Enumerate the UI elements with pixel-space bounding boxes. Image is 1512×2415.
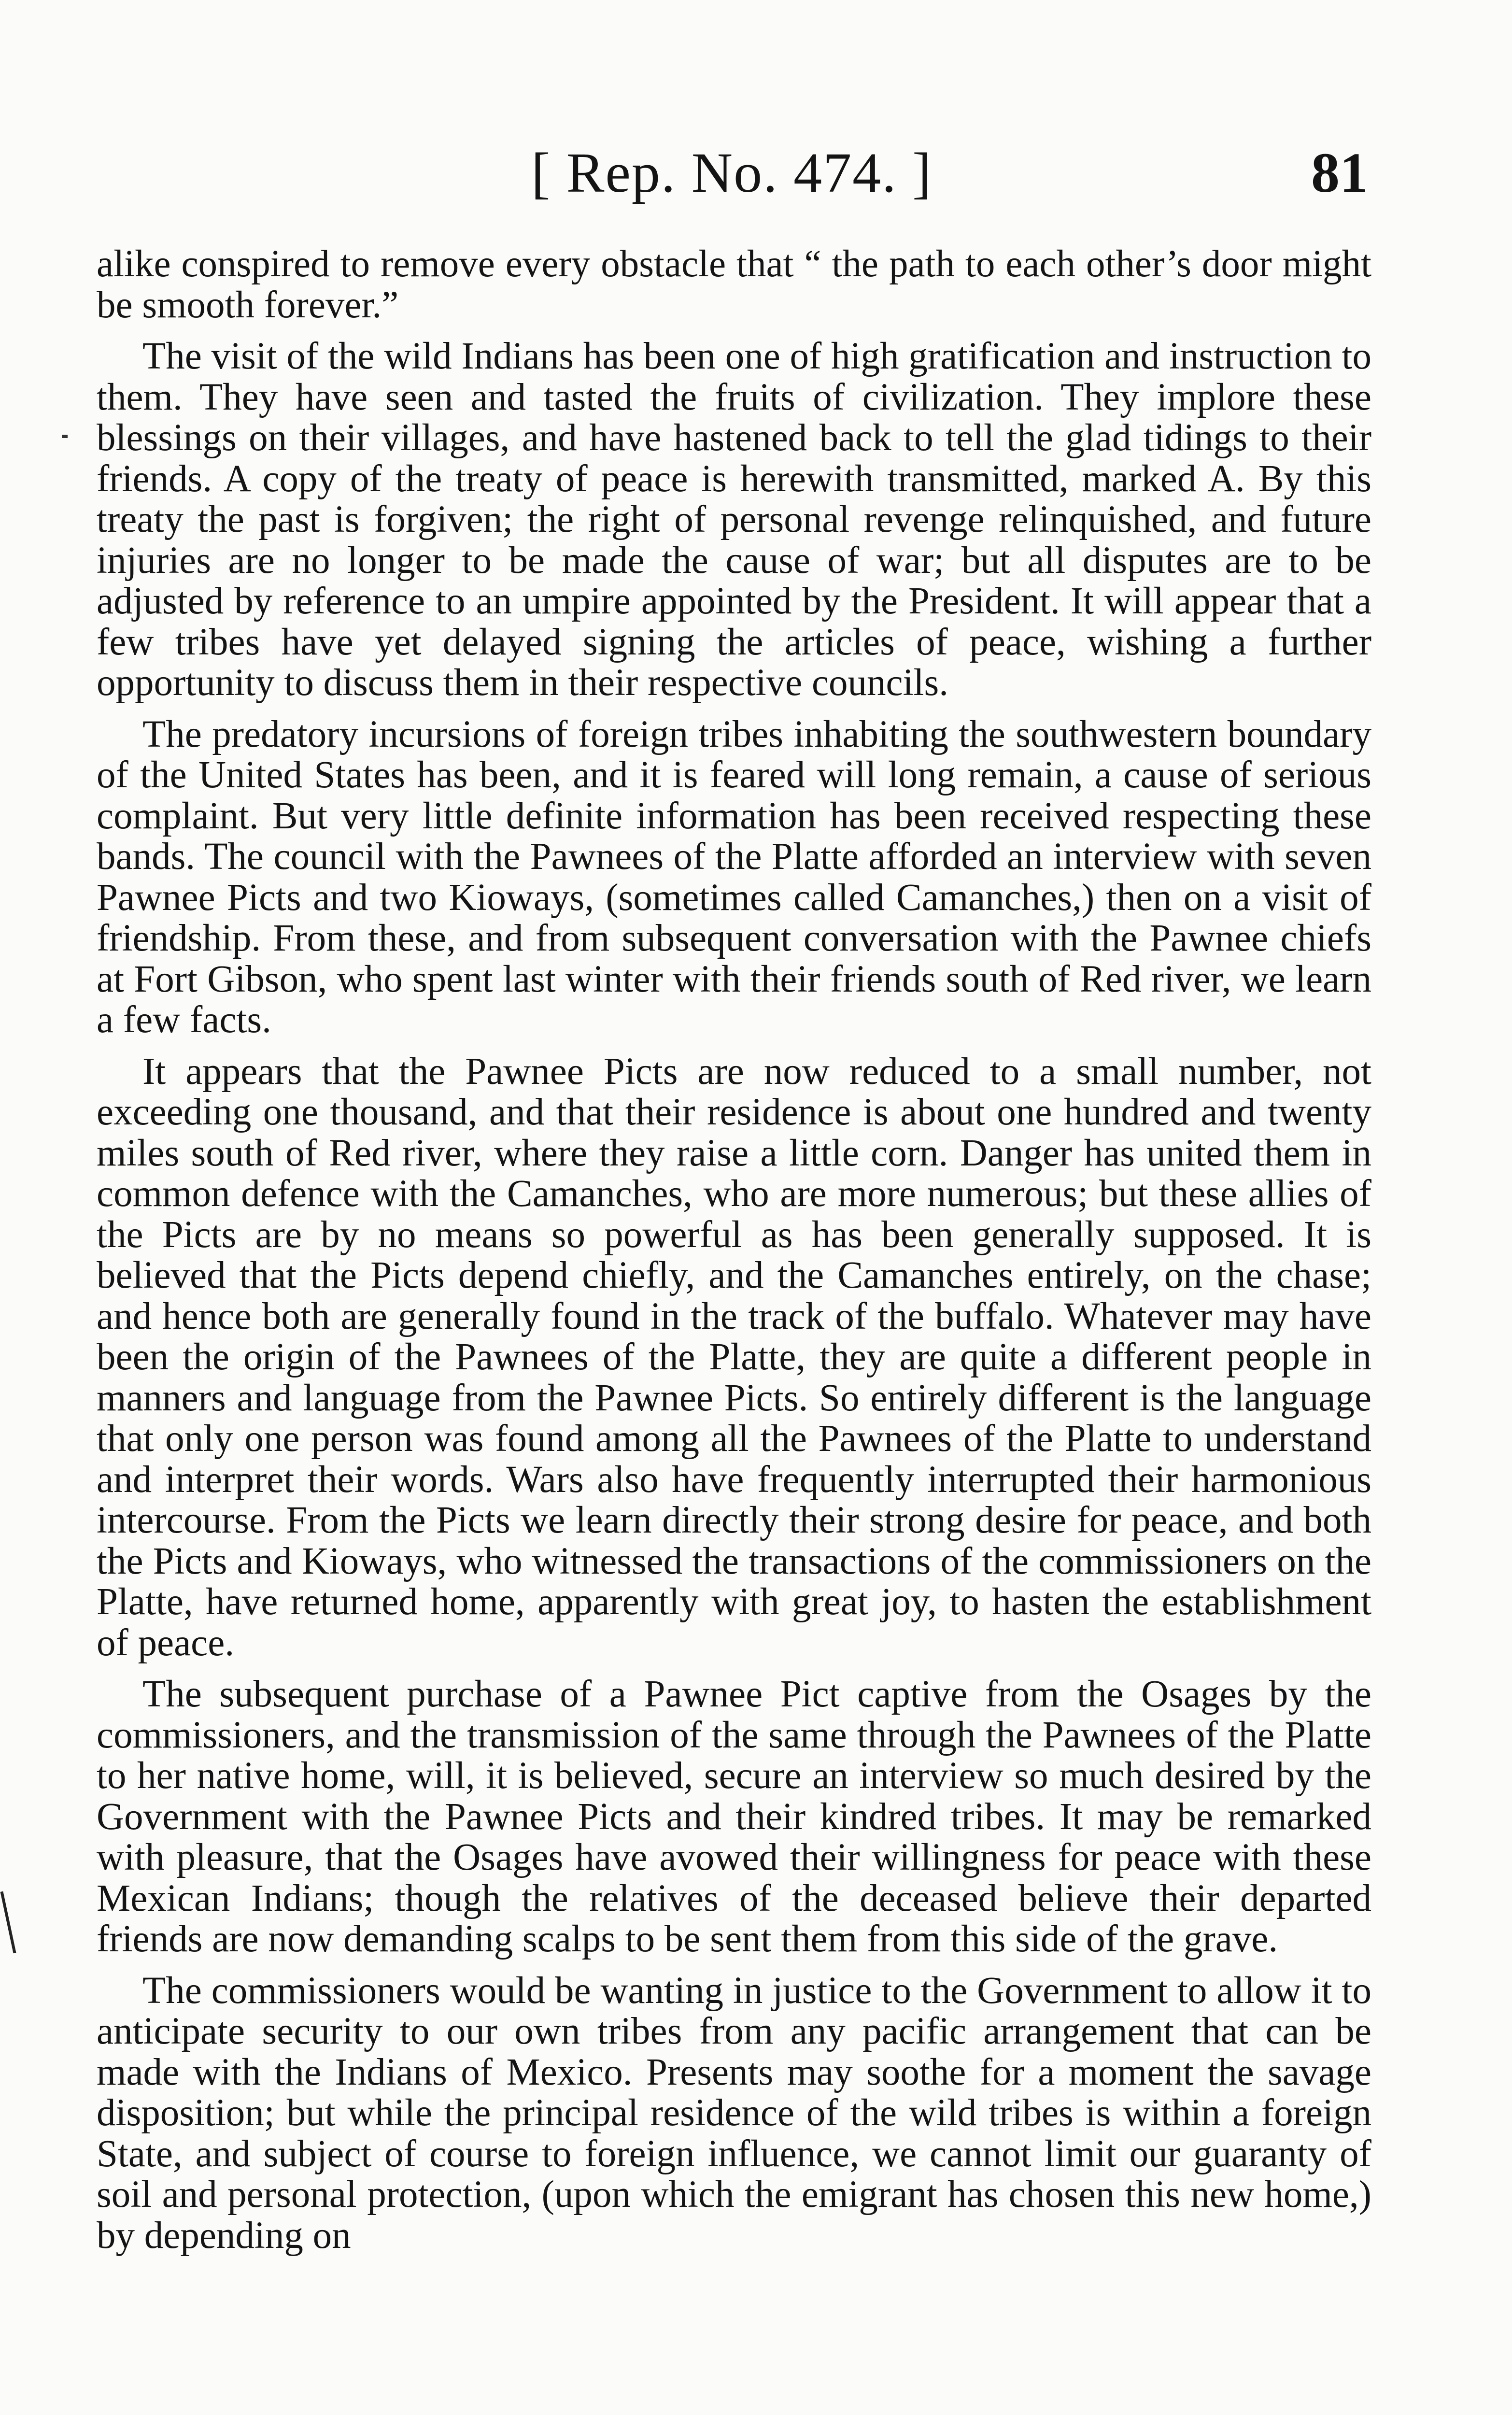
margin-speck: [62, 435, 68, 438]
page-number: 81: [1311, 141, 1368, 204]
paragraph-commissioners-justice: The commissioners would be wanting in justice to the Government to allow it to anticipate security to our own tribes from any pacific arrangement that can be made with the Indians of Mexico. Presents may soothe for a moment the savage disposition; but while the principal residence of the wild tribes is within a foreign State, and subject of course to foreign influence, we cannot limit our guaranty of soil and personal protection, (upon which the emigrant has chosen this new home,) by depending on: [97, 1969, 1371, 2257]
paragraph-captive-purchase: The subsequent purchase of a Pawnee Pict captive from the Osages by the commissioners, and the transmission of the same through the Pawnees of the Platte to her native home, will, it is believed, secure an interview so much desired by the Government with the Pawnee Picts and their kindred tribes. It may be remarked with pleasure, that the Osages have avowed their willingness for peace with these Mexican Indians; though the relatives of the deceased believe their departed friends are now demanding scalps to be sent them from this side of the grave.: [97, 1673, 1371, 1960]
margin-mark: [0, 1891, 16, 1953]
body-text: [97, 244, 1371, 2267]
paragraph-pawnee-picts: It appears that the Pawnee Picts are now reduced to a small number, not exceeding one thousand, and that their residence is about one hundred and twenty miles south of Red river, where they raise a little corn. Danger has united them in common defence with the Camanches, who are more numerous; but these allies of the Picts are by no means so powerful as has been generally supposed. It is believed that the Picts depend chiefly, and the Camanches entirely, on the chase; and hence both are generally found in the track of the buffalo. Whatever may have been the origin of the Pawnees of the Platte, they are quite a different people in manners and language from the Pawnee Picts. So entirely different is the language that only one person was found among all the Pawnees of the Platte to understand and interpret their words. Wars also have frequently interrupted their harmonious intercourse. From the Picts we learn directly their strong desire for peace, and both the Picts and Kioways, who witnessed the transactions of the commissioners on the Platte, have returned home, apparently with great joy, to hasten the establishment of peace.: [97, 1050, 1371, 1664]
paragraph-predatory-incursions: The predatory incursions of foreign tribes inhabiting the southwestern boundary of the United States has been, and it is feared will long remain, a cause of serious complaint. But very little definite information has been received respecting these bands. The council with the Pawnees of the Platte afforded an interview with seven Pawnee Picts and two Kioways, (sometimes called Camanches,) then on a visit of friendship. From these, and from subsequent conversation with the Pawnee chiefs at Fort Gibson, who spent last winter with their friends south of Red river, we learn a few facts.: [97, 713, 1371, 1041]
report-number-header: [ Rep. No. 474. ]: [531, 141, 933, 204]
paragraph-continued: alike conspired to remove every obstacle that “ the path to each other’s door might be smooth forever.”: [97, 243, 1371, 326]
paragraph-wild-indians-visit: The visit of the wild Indians has been one of high gratification and instruction to them. They have seen and tasted the fruits of civilization. They implore these blessings on their villages, and have hastened back to tell the glad tidings to their friends. A copy of the treaty of peace is herewith transmitted, marked A. By this treaty the past is forgiven; the right of personal revenge relinquished, and future injuries are no longer to be made the cause of war; but all disputes are to be adjusted by reference to an umpire appointed by the President. It will appear that a few tribes have yet delayed signing the articles of peace, wishing a further opportunity to discuss them in their respective councils.: [97, 335, 1371, 704]
running-header: [0, 140, 1512, 217]
